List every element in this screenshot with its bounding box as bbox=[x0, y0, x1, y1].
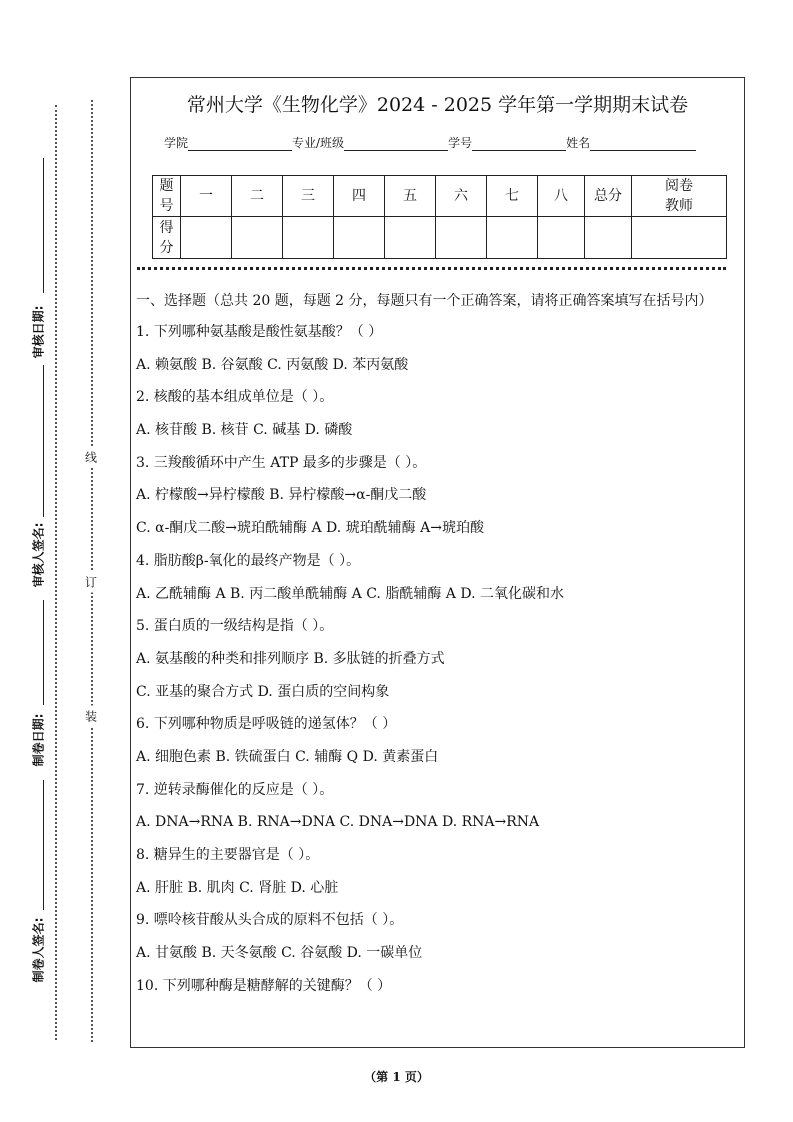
score-cell[interactable] bbox=[283, 217, 334, 259]
question-line: 7. 逆转录酶催化的反应是（ ）。 bbox=[136, 781, 334, 798]
prep-sign-line bbox=[43, 780, 44, 910]
grader-header: 阅卷 教师 bbox=[632, 176, 727, 217]
question-line: 8. 糖异生的主要器官是（ ）。 bbox=[136, 847, 320, 863]
question-line: 3. 三羧酸循环中产生 ATP 最多的步骤是（ ）。 bbox=[136, 454, 427, 471]
exam-frame bbox=[130, 77, 745, 1048]
options-line: A. 肝脏 B. 肌肉 C. 肾脏 D. 心脏 bbox=[136, 879, 339, 896]
options-line: A. 核苷酸 B. 核苷 C. 碱基 D. 磷酸 bbox=[136, 422, 353, 439]
score-table-header-row bbox=[153, 176, 727, 217]
question-line: 2. 核酸的基本组成单位是（ ）。 bbox=[136, 389, 334, 406]
score-cell[interactable] bbox=[334, 217, 385, 259]
college-field[interactable] bbox=[188, 138, 292, 151]
score-cell[interactable] bbox=[487, 217, 538, 259]
score-cell[interactable] bbox=[385, 217, 436, 259]
prep-date-line bbox=[43, 600, 44, 705]
review-date-line bbox=[43, 158, 44, 293]
dotted-separator bbox=[137, 267, 726, 270]
question-line: 9. 嘌呤核苷酸从头合成的原料不包括（ ）。 bbox=[136, 912, 404, 929]
section-heading: 一、选择题（总共 20 题，每题 2 分，每题只有一个正确答案，请将正确答案填写在括号内） bbox=[136, 293, 713, 309]
score-table bbox=[152, 175, 727, 259]
col-header: 五 bbox=[385, 176, 436, 217]
student-info-row bbox=[164, 134, 696, 151]
options-line: A. DNA→RNA B. RNA→DNA C. DNA→DNA D. RNA→RNA bbox=[136, 814, 540, 831]
options-line: A. 氨基酸的种类和排列顺序 B. 多肽链的折叠方式 bbox=[136, 650, 445, 667]
prep-date-label: 制卷日期: bbox=[31, 713, 46, 767]
col-header: 一 bbox=[181, 176, 232, 217]
options-line: A. 乙酰辅酶 A B. 丙二酸单酰辅酶 A C. 脂酰辅酶 A D. 二氧化碳和水 bbox=[136, 585, 564, 602]
score-cell[interactable] bbox=[181, 217, 232, 259]
col-header: 二 bbox=[232, 176, 283, 217]
student-id-label: 学号 bbox=[448, 136, 473, 150]
col-header: 八 bbox=[538, 176, 585, 217]
row-label-cell: 得 分 bbox=[153, 217, 181, 259]
prep-sign-label: 制卷人签名: bbox=[31, 917, 46, 983]
question-line: 4. 脂肪酸β-氧化的最终产物是（ ）。 bbox=[136, 552, 361, 569]
exam-title: 常州大学《生物化学》2024 - 2025 学年第一学期期末试卷 bbox=[186, 94, 689, 116]
reviewer-sign-label: 审核人签名: bbox=[31, 522, 46, 588]
question-line: 10. 下列哪种酶是糖酵解的关键酶？（ ） bbox=[136, 977, 392, 994]
col-header: 三 bbox=[283, 176, 334, 217]
name-label: 姓名 bbox=[566, 136, 591, 150]
col-header: 六 bbox=[436, 176, 487, 217]
review-date-label: 审核日期: bbox=[31, 305, 46, 359]
sidebar-dotted-line bbox=[55, 105, 57, 1040]
score-cell-total[interactable] bbox=[585, 217, 632, 259]
question-line: 5. 蛋白质的一级结构是指（ ）。 bbox=[136, 618, 334, 635]
options-line: A. 赖氨酸 B. 谷氨酸 C. 丙氨酸 D. 苯丙氨酸 bbox=[136, 356, 409, 373]
binding-mark-xian: 线 bbox=[85, 447, 97, 468]
grader-cell[interactable] bbox=[632, 217, 727, 259]
col-header-total: 总分 bbox=[585, 176, 632, 217]
row-label-cell: 题 号 bbox=[153, 176, 181, 217]
options-line: C. 亚基的聚合方式 D. 蛋白质的空间构象 bbox=[136, 683, 390, 700]
col-header: 四 bbox=[334, 176, 385, 217]
options-line: A. 柠檬酸→异柠檬酸 B. 异柠檬酸→α-酮戊二酸 bbox=[136, 487, 427, 504]
score-cell[interactable] bbox=[436, 217, 487, 259]
options-line: A. 甘氨酸 B. 天冬氨酸 C. 谷氨酸 D. 一碳单位 bbox=[136, 945, 423, 962]
score-cell[interactable] bbox=[538, 217, 585, 259]
question-line: 1. 下列哪种氨基酸是酸性氨基酸？（ ） bbox=[136, 324, 383, 340]
college-label: 学院 bbox=[164, 136, 189, 150]
binding-sidebar bbox=[0, 0, 128, 1122]
major-field[interactable] bbox=[344, 138, 448, 151]
page-number: （第 1 页） bbox=[364, 1070, 429, 1084]
reviewer-sign-line bbox=[43, 365, 44, 517]
name-field[interactable] bbox=[590, 138, 696, 151]
binding-mark-zhuang: 装 bbox=[85, 706, 97, 727]
binding-mark-ding: 订 bbox=[85, 572, 97, 593]
question-line: 6. 下列哪种物质是呼吸链的递氢体？（ ） bbox=[136, 716, 397, 733]
student-id-field[interactable] bbox=[472, 138, 566, 151]
col-header: 七 bbox=[487, 176, 538, 217]
score-cell[interactable] bbox=[232, 217, 283, 259]
score-table-score-row bbox=[153, 217, 727, 259]
question-section bbox=[136, 290, 738, 1002]
major-label: 专业/班级 bbox=[292, 136, 345, 150]
options-line: A. 细胞色素 B. 铁硫蛋白 C. 辅酶 Q D. 黄素蛋白 bbox=[136, 748, 439, 765]
options-line: C. α-酮戊二酸→琥珀酰辅酶 A D. 琥珀酰辅酶 A→琥珀酸 bbox=[136, 520, 484, 537]
